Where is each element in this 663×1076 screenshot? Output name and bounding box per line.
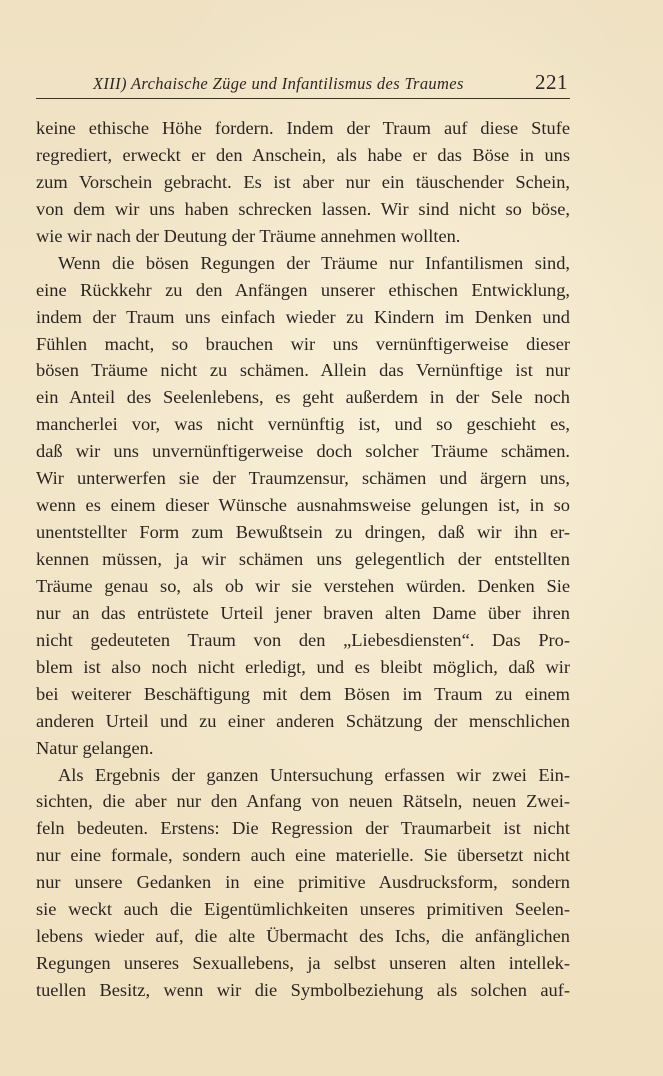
text-line: unentstellter Form zum Bewußtsein zu dringen, daß wir ihn er-: [36, 522, 570, 543]
running-title: XIII) Archaische Züge und Infantilismus des Traumes: [93, 74, 464, 93]
text-line: bösen Träume nicht zu schämen. Allein das Vernünftige ist nur: [36, 360, 570, 381]
text-line: Regungen unseres Sexuallebens, ja selbst unseren alten intellek-: [36, 953, 570, 974]
text-line: sie weckt auch die Eigentümlichkeiten unseres primitiven Seelen-: [36, 899, 570, 920]
text-line: wenn es einem dieser Wünsche ausnahmsweise gelungen ist, in so: [36, 495, 570, 516]
text-line: Natur gelangen.: [36, 737, 154, 758]
text-line: zum Vorschein gebracht. Es ist aber nur ein täuschender Schein,: [36, 171, 570, 192]
text-line: wie wir nach der Deutung der Träume annehmen wollten.: [36, 225, 461, 246]
text-line: blem ist also noch nicht erledigt, und es bleibt möglich, daß wir: [36, 656, 570, 677]
text-line: nur eine formale, sondern auch eine materielle. Sie übersetzt nicht: [36, 845, 570, 866]
text-line: nur unsere Gedanken in eine primitive Ausdrucksform, sondern: [36, 872, 570, 893]
text-line: sichten, die aber nur den Anfang von neuen Rätseln, neuen Zwei-: [36, 791, 570, 812]
text-line: keine ethische Höhe fordern. Indem der Traum auf diese Stufe: [36, 118, 570, 138]
text-line: tuellen Besitz, wenn wir die Symbolbeziehung als solchen auf-: [36, 980, 570, 1000]
text-line: mancherlei vor, was nicht vernünftig ist, und so geschieht es,: [36, 414, 570, 435]
running-header: [36, 64, 570, 99]
text-line: anderen Urteil und zu einer anderen Schätzung der menschlichen: [36, 710, 570, 731]
paragraph-first-line: Als Ergebnis der ganzen Untersuchung erfassen wir zwei Ein-: [58, 764, 570, 785]
text-line: feln bedeuten. Erstens: Die Regression der Traumarbeit ist nicht: [36, 818, 570, 839]
paragraph-first-line: Wenn die bösen Regungen der Träume nur Infantilismen sind,: [58, 252, 570, 273]
text-line: Wir unterwerfen sie der Traumzensur, schämen und ärgern uns,: [36, 468, 570, 489]
body-text: [36, 115, 570, 1004]
text-line: Fühlen macht, so brauchen wir uns vernünftigerweise dieser: [36, 333, 570, 354]
text-line: eine Rückkehr zu den Anfängen unserer ethischen Entwicklung,: [36, 279, 570, 300]
text-line: kennen müssen, ja wir schämen uns gelegentlich der entstellten: [36, 549, 570, 569]
text-line: nur an das entrüstete Urteil jener braven alten Dame über ihren: [36, 602, 570, 623]
page-number: 221: [535, 70, 568, 94]
text-line: regrediert, erweckt er den Anschein, als habe er das Böse in uns: [36, 144, 570, 165]
text-line: von dem wir uns haben schrecken lassen. Wir sind nicht so böse,: [36, 198, 570, 219]
text-line: nicht gedeuteten Traum von den „Liebesdiensten“. Das Pro-: [36, 629, 570, 650]
text-line: daß wir uns unvernünftigerweise doch solcher Träume schämen.: [36, 441, 570, 462]
text-line: lebens wieder auf, die alte Übermacht des Ichs, die anfänglichen: [36, 926, 570, 947]
text-line: ein Anteil des Seelenlebens, es geht außerdem in der Sele noch: [36, 387, 570, 408]
text-line: bei weiterer Beschäftigung mit dem Bösen im Traum zu einem: [36, 683, 570, 704]
text-line: indem der Traum uns einfach wieder zu Kindern im Denken und: [36, 306, 570, 327]
text-line: Träume genau so, als ob wir sie verstehen würden. Denken Sie: [36, 575, 570, 596]
